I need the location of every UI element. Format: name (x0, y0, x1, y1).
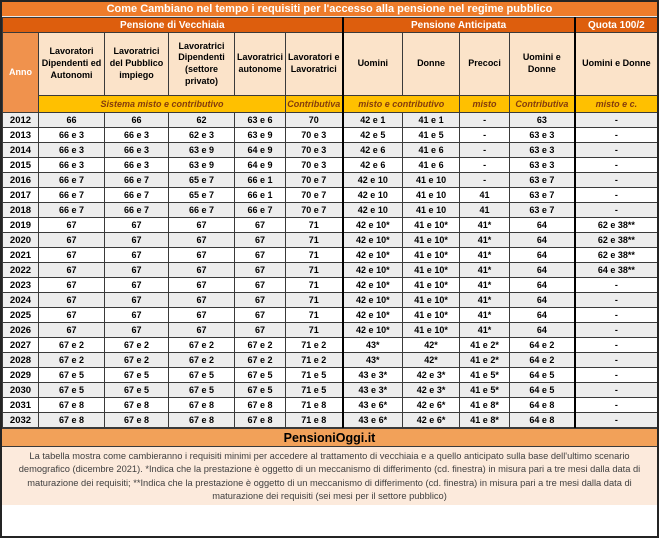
value-cell: - (575, 368, 658, 383)
subheader-misto: misto (460, 96, 510, 113)
year-cell: 2021 (3, 248, 39, 263)
value-cell: 67 e 8 (39, 398, 105, 413)
year-cell: 2012 (3, 113, 39, 128)
year-cell: 2024 (3, 293, 39, 308)
value-cell: 67 (169, 323, 235, 338)
year-cell: 2017 (3, 188, 39, 203)
value-cell: 67 e 2 (235, 338, 286, 353)
value-cell: 41 e 10* (403, 263, 460, 278)
year-cell: 2032 (3, 413, 39, 428)
value-cell: - (460, 173, 510, 188)
value-cell: - (575, 323, 658, 338)
value-cell: 42 e 3* (403, 383, 460, 398)
value-cell: 67 (235, 293, 286, 308)
table-row (3, 188, 658, 203)
value-cell: 71 (286, 278, 343, 293)
year-cell: 2014 (3, 143, 39, 158)
value-cell: - (575, 143, 658, 158)
group-header-row (3, 18, 658, 33)
table-row (3, 218, 658, 233)
value-cell: 67 e 2 (169, 338, 235, 353)
value-cell: 41* (460, 233, 510, 248)
value-cell: 41 e 5* (460, 383, 510, 398)
table-row (3, 413, 658, 428)
value-cell: 64 (510, 308, 575, 323)
value-cell: 67 e 8 (105, 413, 169, 428)
value-cell: - (575, 113, 658, 128)
value-cell: 67 (235, 308, 286, 323)
value-cell: 67 (235, 323, 286, 338)
table-row (3, 353, 658, 368)
value-cell: 70 e 7 (286, 203, 343, 218)
value-cell: 42 e 6 (343, 143, 403, 158)
col-header-donne: Donne (403, 33, 460, 96)
value-cell: 67 e 2 (235, 353, 286, 368)
value-cell: 66 e 3 (39, 143, 105, 158)
value-cell: 41 e 8* (460, 398, 510, 413)
subheader-misto-e-contributivo: misto e contributivo (343, 96, 460, 113)
value-cell: 43 e 6* (343, 413, 403, 428)
value-cell: - (575, 338, 658, 353)
table-row (3, 113, 658, 128)
value-cell: 71 (286, 218, 343, 233)
value-cell: 67 (39, 218, 105, 233)
value-cell: 67 (169, 218, 235, 233)
table-note: La tabella mostra come cambieranno i requisiti minimi per accedere al trattamento di vecchiaia e a quello anticipato sulla base dell'ultimo scenario demografico (dicembre 2021). *Indica che la prestazione è oggetto di un meccanismo di differimento (cd. finestra) in misura pari a tre mesi dalla data di maturazione dei requisiti; **Indica che la prestazione è oggetto di un meccanismo di differimento (cd. finestra) in misura pari a tre mesi dalla data di maturazione dei requisiti (sei mesi per il settore pubblico) (2, 446, 657, 505)
value-cell: 41* (460, 308, 510, 323)
value-cell: 67 (169, 308, 235, 323)
value-cell: 41 (460, 188, 510, 203)
value-cell: 42 e 6 (343, 158, 403, 173)
value-cell: 42 e 10* (343, 323, 403, 338)
value-cell: - (575, 188, 658, 203)
value-cell: 67 (235, 263, 286, 278)
year-cell: 2018 (3, 203, 39, 218)
value-cell: 63 e 7 (510, 203, 575, 218)
value-cell: 67 e 5 (39, 383, 105, 398)
year-cell: 2019 (3, 218, 39, 233)
value-cell: 67 (39, 233, 105, 248)
value-cell: 71 (286, 263, 343, 278)
year-cell: 2020 (3, 233, 39, 248)
col-header-quota-uomini-e-donne: Uomini e Donne (575, 33, 658, 96)
table-row (3, 173, 658, 188)
value-cell: 64 e 5 (510, 368, 575, 383)
value-cell: 62 e 38** (575, 248, 658, 263)
subheader-sistema-misto-contributivo: Sistema misto e contributivo (39, 96, 286, 113)
value-cell: 66 e 7 (235, 203, 286, 218)
value-cell: - (460, 158, 510, 173)
year-cell: 2027 (3, 338, 39, 353)
value-cell: 67 e 5 (235, 383, 286, 398)
value-cell: 41* (460, 248, 510, 263)
table-row (3, 203, 658, 218)
value-cell: 70 e 7 (286, 188, 343, 203)
value-cell: 42 e 1 (343, 113, 403, 128)
value-cell: 67 (39, 323, 105, 338)
value-cell: 66 (105, 113, 169, 128)
value-cell: 67 e 8 (169, 398, 235, 413)
value-cell: 42 e 6* (403, 413, 460, 428)
value-cell: 67 (169, 278, 235, 293)
group-quota-100: Quota 100/2 (575, 18, 658, 33)
value-cell: 67 (39, 263, 105, 278)
value-cell: 42 e 10* (343, 278, 403, 293)
value-cell: 67 e 8 (235, 398, 286, 413)
value-cell: 64 (510, 263, 575, 278)
value-cell: 42 e 5 (343, 128, 403, 143)
value-cell: 67 (39, 248, 105, 263)
value-cell: 64 e 38** (575, 263, 658, 278)
table-row (3, 323, 658, 338)
value-cell: 42 e 10* (343, 218, 403, 233)
value-cell: 67 (39, 308, 105, 323)
value-cell: 63 e 9 (169, 143, 235, 158)
value-cell: 64 e 2 (510, 353, 575, 368)
value-cell: 63 e 3 (510, 128, 575, 143)
value-cell: 67 e 2 (169, 353, 235, 368)
value-cell: - (575, 383, 658, 398)
value-cell: 71 e 8 (286, 413, 343, 428)
year-cell: 2030 (3, 383, 39, 398)
value-cell: 62 e 38** (575, 218, 658, 233)
value-cell: 67 e 8 (39, 413, 105, 428)
table-row (3, 338, 658, 353)
value-cell: 42 e 10 (343, 188, 403, 203)
subheader-contributiva-vecchiaia: Contributiva (286, 96, 343, 113)
value-cell: 43 e 3* (343, 383, 403, 398)
value-cell: 41 e 10* (403, 248, 460, 263)
value-cell: 62 e 38** (575, 233, 658, 248)
value-cell: - (575, 353, 658, 368)
value-cell: 66 e 7 (105, 173, 169, 188)
group-pensione-vecchiaia: Pensione di Vecchiaia (3, 18, 343, 33)
value-cell: 41 e 10* (403, 308, 460, 323)
value-cell: 41 e 5 (403, 128, 460, 143)
value-cell: 43* (343, 338, 403, 353)
col-header-lavoratrici-pubblico-impiego: Lavoratrici del Pubblico impiego (105, 33, 169, 96)
value-cell: - (575, 158, 658, 173)
value-cell: 42 e 10 (343, 203, 403, 218)
value-cell: 71 (286, 323, 343, 338)
value-cell: 67 e 5 (169, 368, 235, 383)
value-cell: 67 e 2 (39, 353, 105, 368)
value-cell: 64 (510, 323, 575, 338)
year-cell: 2016 (3, 173, 39, 188)
value-cell: 41* (460, 218, 510, 233)
year-cell: 2022 (3, 263, 39, 278)
value-cell: 67 e 5 (169, 383, 235, 398)
value-cell: 67 e 2 (105, 338, 169, 353)
value-cell: 62 (169, 113, 235, 128)
year-cell: 2013 (3, 128, 39, 143)
anno-header: Anno (3, 33, 39, 113)
value-cell: 67 e 2 (105, 353, 169, 368)
table-row (3, 308, 658, 323)
value-cell: - (575, 278, 658, 293)
value-cell: 70 e 3 (286, 143, 343, 158)
value-cell: 67 (169, 248, 235, 263)
value-cell: 67 (105, 263, 169, 278)
page-title: Come Cambiano nel tempo i requisiti per l'accesso alla pensione nel regime pubblico (2, 2, 657, 17)
value-cell: 64 (510, 293, 575, 308)
value-cell: 70 (286, 113, 343, 128)
value-cell: - (575, 293, 658, 308)
value-cell: 41 e 10 (403, 173, 460, 188)
value-cell: 67 e 8 (105, 398, 169, 413)
value-cell: 67 (39, 278, 105, 293)
value-cell: 67 (105, 233, 169, 248)
value-cell: 67 e 5 (105, 368, 169, 383)
value-cell: 63 e 3 (510, 143, 575, 158)
table-row (3, 398, 658, 413)
value-cell: - (575, 203, 658, 218)
value-cell: 42 e 3* (403, 368, 460, 383)
value-cell: - (575, 413, 658, 428)
value-cell: 41 e 10* (403, 233, 460, 248)
value-cell: 67 e 8 (169, 413, 235, 428)
value-cell: 66 e 3 (105, 158, 169, 173)
value-cell: 41 e 6 (403, 143, 460, 158)
table-row (3, 128, 658, 143)
value-cell: 63 e 9 (169, 158, 235, 173)
value-cell: 64 e 8 (510, 398, 575, 413)
value-cell: 63 e 6 (235, 113, 286, 128)
table-body (3, 113, 658, 428)
year-cell: 2025 (3, 308, 39, 323)
table-row (3, 158, 658, 173)
col-header-lavoratori-dipendenti-autonomi: Lavoratori Dipendenti ed Autonomi (39, 33, 105, 96)
value-cell: 67 (169, 293, 235, 308)
value-cell: 67 (105, 308, 169, 323)
value-cell: 41* (460, 293, 510, 308)
value-cell: 63 e 7 (510, 188, 575, 203)
value-cell: 64 e 2 (510, 338, 575, 353)
subheader-misto-e-c: misto e c. (575, 96, 658, 113)
value-cell: 65 e 7 (169, 188, 235, 203)
value-cell: 67 (105, 323, 169, 338)
value-cell: 41 e 10 (403, 203, 460, 218)
value-cell: 42 e 10 (343, 173, 403, 188)
value-cell: 64 (510, 218, 575, 233)
year-cell: 2015 (3, 158, 39, 173)
table-row (3, 248, 658, 263)
value-cell: 71 (286, 248, 343, 263)
value-cell: 66 e 3 (105, 128, 169, 143)
value-cell: 43 e 6* (343, 398, 403, 413)
value-cell: 67 e 5 (235, 368, 286, 383)
col-header-uomini-e-donne: Uomini e Donne (510, 33, 575, 96)
value-cell: 71 (286, 233, 343, 248)
col-header-precoci: Precoci (460, 33, 510, 96)
value-cell: 41* (460, 323, 510, 338)
value-cell: 66 e 7 (39, 203, 105, 218)
value-cell: 67 (105, 218, 169, 233)
value-cell: 66 (39, 113, 105, 128)
value-cell: 71 e 5 (286, 368, 343, 383)
subheader-contributiva-anticipata: Contributiva (510, 96, 575, 113)
value-cell: 66 e 7 (169, 203, 235, 218)
value-cell: 42* (403, 353, 460, 368)
value-cell: 66 e 7 (39, 188, 105, 203)
value-cell: 67 (105, 278, 169, 293)
value-cell: 70 e 3 (286, 128, 343, 143)
value-cell: 42 e 6* (403, 398, 460, 413)
value-cell: 41 (460, 203, 510, 218)
pension-table (2, 17, 658, 428)
value-cell: 67 (169, 263, 235, 278)
value-cell: 67 e 2 (39, 338, 105, 353)
value-cell: 41 e 2* (460, 353, 510, 368)
value-cell: 67 (105, 293, 169, 308)
value-cell: 43 e 3* (343, 368, 403, 383)
year-cell: 2023 (3, 278, 39, 293)
value-cell: 71 e 2 (286, 338, 343, 353)
brand-footer: PensioniOggi.it (2, 428, 657, 446)
value-cell: - (575, 398, 658, 413)
value-cell: - (575, 173, 658, 188)
value-cell: 62 e 3 (169, 128, 235, 143)
value-cell: 63 (510, 113, 575, 128)
value-cell: 64 e 9 (235, 143, 286, 158)
value-cell: 66 e 1 (235, 173, 286, 188)
value-cell: 42 e 10* (343, 263, 403, 278)
table-row (3, 233, 658, 248)
value-cell: 41 e 5* (460, 368, 510, 383)
value-cell: 41 e 8* (460, 413, 510, 428)
value-cell: 66 e 1 (235, 188, 286, 203)
year-cell: 2026 (3, 323, 39, 338)
value-cell: 66 e 3 (39, 128, 105, 143)
value-cell: 41 e 6 (403, 158, 460, 173)
value-cell: 66 e 7 (39, 173, 105, 188)
value-cell: 67 (39, 293, 105, 308)
value-cell: 67 (235, 278, 286, 293)
value-cell: 65 e 7 (169, 173, 235, 188)
col-header-lavoratori-e-lavoratrici: Lavoratori e Lavoratrici (286, 33, 343, 96)
table-row (3, 278, 658, 293)
year-cell: 2029 (3, 368, 39, 383)
value-cell: 66 e 7 (105, 203, 169, 218)
value-cell: 66 e 3 (105, 143, 169, 158)
value-cell: 63 e 3 (510, 158, 575, 173)
column-header-row (3, 33, 658, 96)
year-cell: 2031 (3, 398, 39, 413)
value-cell: - (575, 128, 658, 143)
value-cell: 41 e 10* (403, 293, 460, 308)
value-cell: 64 e 9 (235, 158, 286, 173)
value-cell: 41 e 10 (403, 188, 460, 203)
value-cell: 41 e 2* (460, 338, 510, 353)
value-cell: 71 (286, 308, 343, 323)
value-cell: 67 e 5 (105, 383, 169, 398)
value-cell: 64 (510, 278, 575, 293)
value-cell: - (460, 143, 510, 158)
col-header-uomini: Uomini (343, 33, 403, 96)
value-cell: 71 (286, 293, 343, 308)
value-cell: 66 e 3 (39, 158, 105, 173)
table-row (3, 368, 658, 383)
value-cell: 67 e 5 (39, 368, 105, 383)
value-cell: 64 e 8 (510, 413, 575, 428)
group-pensione-anticipata: Pensione Anticipata (343, 18, 575, 33)
value-cell: 67 e 8 (235, 413, 286, 428)
value-cell: 67 (235, 218, 286, 233)
value-cell: 71 e 5 (286, 383, 343, 398)
value-cell: 63 e 7 (510, 173, 575, 188)
value-cell: 43* (343, 353, 403, 368)
value-cell: - (460, 113, 510, 128)
value-cell: 64 (510, 233, 575, 248)
value-cell: 41 e 10* (403, 278, 460, 293)
value-cell: 70 e 3 (286, 158, 343, 173)
value-cell: 42 e 10* (343, 233, 403, 248)
value-cell: 66 e 7 (105, 188, 169, 203)
value-cell: 71 e 8 (286, 398, 343, 413)
value-cell: 64 (510, 248, 575, 263)
year-cell: 2028 (3, 353, 39, 368)
value-cell: - (460, 128, 510, 143)
value-cell: 42 e 10* (343, 248, 403, 263)
value-cell: 41* (460, 278, 510, 293)
table-row (3, 263, 658, 278)
col-header-lavoratrici-autonome: Lavoratrici autonome (235, 33, 286, 96)
table-row (3, 293, 658, 308)
value-cell: - (575, 308, 658, 323)
value-cell: 71 e 2 (286, 353, 343, 368)
value-cell: 41 e 1 (403, 113, 460, 128)
value-cell: 67 (235, 233, 286, 248)
value-cell: 41 e 10* (403, 218, 460, 233)
value-cell: 63 e 9 (235, 128, 286, 143)
table-row (3, 383, 658, 398)
value-cell: 42 e 10* (343, 308, 403, 323)
value-cell: 67 (169, 233, 235, 248)
col-header-lavoratrici-dipendenti-private: Lavoratrici Dipendenti (settore privato) (169, 33, 235, 96)
value-cell: 64 e 5 (510, 383, 575, 398)
value-cell: 41 e 10* (403, 323, 460, 338)
value-cell: 42 e 10* (343, 293, 403, 308)
regime-subheader-row (3, 96, 658, 113)
value-cell: 70 e 7 (286, 173, 343, 188)
value-cell: 42* (403, 338, 460, 353)
table-row (3, 143, 658, 158)
value-cell: 67 (235, 248, 286, 263)
value-cell: 67 (105, 248, 169, 263)
value-cell: 41* (460, 263, 510, 278)
